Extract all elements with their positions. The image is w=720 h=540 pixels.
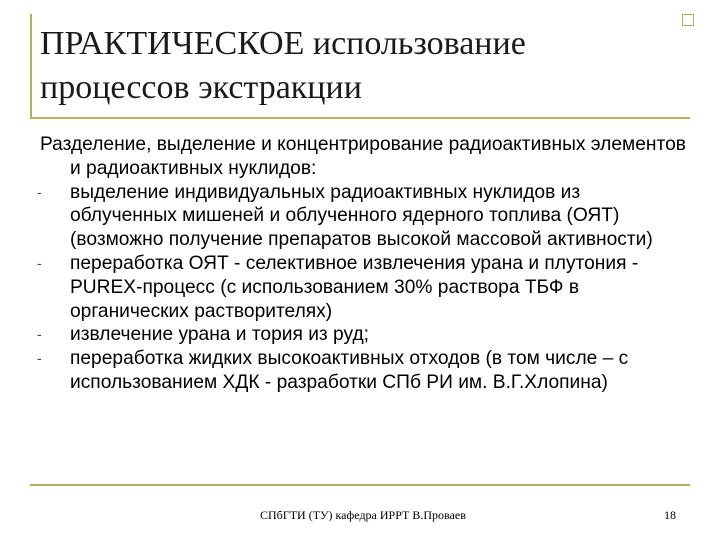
list-item-text: переработка ОЯТ - селективное извлечения урана и плутония - PUREX-процесс (с использованием 30% раствора ТБФ в органических растворителях) xyxy=(70,252,639,322)
bullet-dash: - xyxy=(37,254,42,271)
bullet-dash: - xyxy=(37,350,42,367)
footer-text: СПбГТИ (ТУ) кафедра ИРРТ В.Проваев xyxy=(260,508,466,522)
list-item-text: выделение индивидуальных радиоактивных нуклидов из облученных мишеней и облученного ядерного топлива (ОЯТ) (возможно получение препаратов высокой массовой активности) xyxy=(70,181,653,251)
corner-square-decoration xyxy=(682,14,694,26)
list-item xyxy=(37,252,690,323)
list-item xyxy=(37,323,690,347)
title-line2: процессов экстракции xyxy=(40,69,362,106)
list-item xyxy=(37,347,690,395)
list-item-text: переработка жидких высокоактивных отходов (в том числе – с использованием ХДК - разработки СПб РИ им. В.Г.Хлопина) xyxy=(70,348,629,393)
list-item xyxy=(37,181,690,252)
title-underline-rule xyxy=(30,117,690,119)
list-item-text: извлечение урана и тория из руд; xyxy=(70,324,369,346)
footer-rule xyxy=(30,484,690,486)
intro-paragraph: Разделение, выделение и концентрирование радиоактивных элементов и радиоактивных нуклидов: xyxy=(40,134,686,179)
left-accent-rule xyxy=(30,14,32,118)
title-rest-line1: использование xyxy=(304,25,526,62)
title-caps-word: ПРАКТИЧЕСКОЕ xyxy=(40,25,305,62)
bullet-dash: - xyxy=(37,183,42,200)
slide-title xyxy=(40,22,680,110)
slide-body xyxy=(37,133,690,395)
slide-footer xyxy=(0,508,720,524)
bullet-dash: - xyxy=(37,326,42,343)
page-number: 18 xyxy=(664,508,676,522)
